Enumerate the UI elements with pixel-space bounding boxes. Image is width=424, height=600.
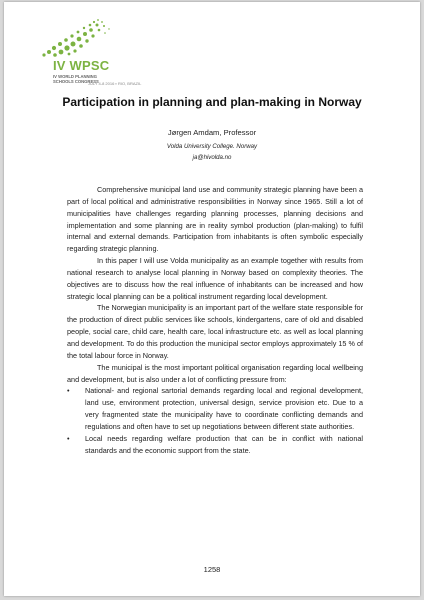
- dots-emblem-icon: [32, 18, 172, 60]
- author-affiliation: Volda University College. Norway: [166, 143, 258, 150]
- paper-title: Participation in planning and plan-making in Norway: [62, 95, 362, 109]
- logo-place-date: JULY 4-8 2016 ▪ RIO, BRAZIL: [88, 81, 142, 86]
- page-number: 1258: [203, 565, 221, 574]
- logo-subtitle-line-2: SCHOOLS CONGRESS: [53, 79, 99, 84]
- bullet-text: National- and regional sartorial demands regarding local and regional development, land use, environment protection, universal design, service provision etc. Due to a very fragmented state the municipality have to coordinate conflicting demands and regulations and often have to set up negotiations between different state authorities.: [85, 386, 363, 431]
- paragraph-1: Comprehensive municipal land use and community strategic planning have been a part of local political and administrative responsibilities in Norway since 1965. Still a lot of municipalities have challenges regarding planning processes, planning decisions and implementation and some planning are in reality symbol production (plan-making) to fulfil internal and external demands. Participation from inhabitants is often symbolic especially regarding strategic planning.: [67, 185, 363, 254]
- paragraph-3: The Norwegian municipality is an important part of the welfare state responsible for the production of direct public services like schools, kindergartens, care of old and disabled people, social care, child care, health care, local infrastructure etc. as well as local planning and development. To do this production the municipal sector employs approximately 15 % of the total labour force in Norway.: [67, 303, 363, 360]
- author-name: Jørgen Amdam, Professor: [167, 128, 257, 137]
- logo-title: IV WPSC: [53, 58, 110, 73]
- document-page: [4, 2, 420, 596]
- bullet-item-1: [67, 385, 363, 432]
- logo-subtitle-line-1: IV WORLD PLANNING: [53, 74, 97, 79]
- paper-body: [67, 184, 363, 456]
- bullet-text: Local needs regarding welfare production that can be in conflict with national standards and the economic support from the state.: [85, 433, 363, 455]
- bullet-mark: •: [67, 386, 70, 396]
- bullet-item-2: [67, 433, 363, 457]
- paragraph-4: The municipal is the most important political organisation regarding local wellbeing and development, but is also under a lot of conflicting pressure from:: [67, 362, 363, 384]
- author-email: ja@hivolda.no: [192, 154, 232, 161]
- congress-logo: [32, 18, 172, 94]
- paragraph-2: In this paper I will use Volda municipality as an example together with results from national research to analyse local planning in Norway based on complexity theories. The objectives are to discuss how the real influence of inhabitants can be increased and how strategic local planning can be a political instrument regarding local development.: [67, 256, 363, 301]
- bullet-mark: •: [67, 433, 70, 443]
